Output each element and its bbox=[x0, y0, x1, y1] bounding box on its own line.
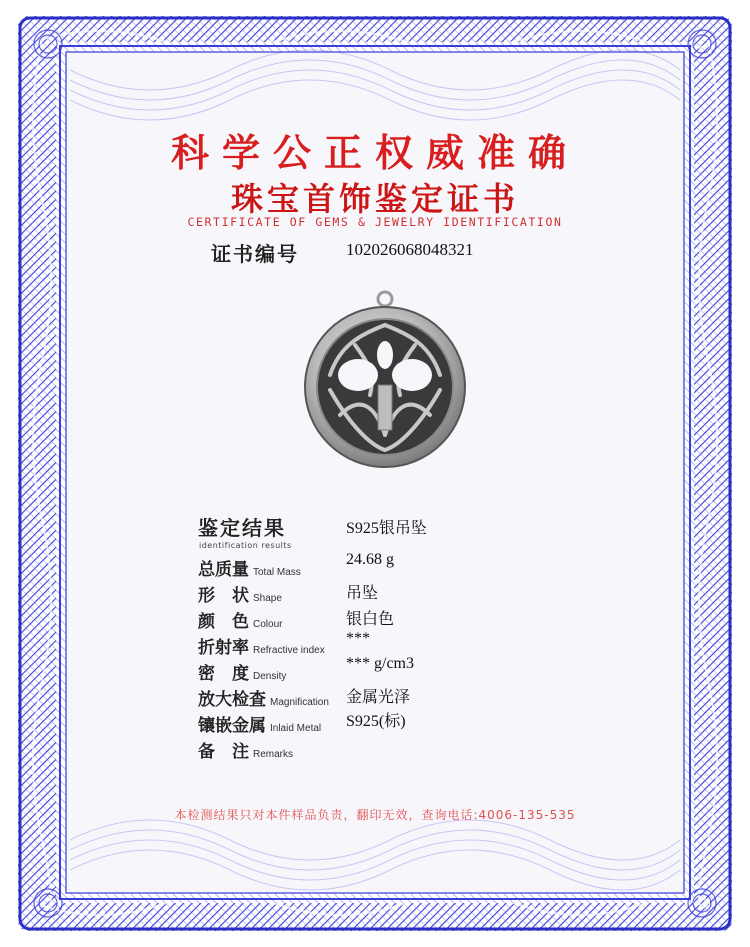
result-label-en: identification results bbox=[199, 541, 292, 550]
field-value-inlaid-metal: S925(标) bbox=[346, 713, 406, 730]
field-label-en: Shape bbox=[253, 593, 282, 604]
result-label: 鉴定结果 bbox=[198, 516, 286, 540]
certificate-title-en: CERTIFICATE OF GEMS & JEWELRY IDENTIFICATION bbox=[187, 215, 563, 229]
field-value-colour: 银白色 bbox=[346, 611, 395, 628]
field-label-zh: 备 注 bbox=[198, 742, 249, 762]
result-value: S925银吊坠 bbox=[346, 520, 427, 537]
field-label-en: Inlaid Metal bbox=[270, 723, 322, 734]
field-label-refractive-index bbox=[198, 633, 325, 658]
field-value-magnification: 金属光泽 bbox=[346, 689, 411, 706]
field-label-inlaid-metal bbox=[198, 711, 321, 736]
field-label-zh: 颜 色 bbox=[198, 612, 249, 632]
field-value-shape: 吊坠 bbox=[346, 585, 379, 602]
field-label-zh: 折射率 bbox=[198, 638, 249, 658]
field-label-en: Total Mass bbox=[253, 567, 301, 578]
field-label-zh: 密 度 bbox=[198, 664, 249, 684]
certificate-title: 珠宝首饰鉴定证书 bbox=[230, 180, 519, 218]
field-label-shape bbox=[198, 581, 282, 606]
field-label-en: Density bbox=[253, 671, 287, 682]
field-label-magnification bbox=[198, 685, 329, 710]
field-value-density: *** g/cm3 bbox=[346, 655, 414, 672]
certificate-motto: 科学公正权威准确 bbox=[170, 130, 579, 175]
field-label-en: Remarks bbox=[253, 749, 294, 760]
cert-number-label: 证书编号 bbox=[211, 242, 299, 266]
field-label-remarks bbox=[198, 737, 293, 762]
field-label-zh: 放大检查 bbox=[198, 690, 266, 710]
field-value-total-mass: 24.68 g bbox=[346, 551, 394, 568]
field-label-density bbox=[198, 659, 286, 684]
field-label-en: Colour bbox=[253, 619, 283, 630]
field-value-refractive-index: *** bbox=[346, 630, 370, 647]
field-label-en: Refractive index bbox=[253, 645, 325, 656]
field-label-zh: 形 状 bbox=[198, 586, 249, 606]
footer-disclaimer: 本检测结果只对本件样品负责，翻印无效，查询电话:4006-135-535 bbox=[174, 808, 576, 822]
field-label-colour bbox=[198, 607, 282, 632]
field-label-total-mass bbox=[198, 555, 301, 580]
tree-of-life-pendant-image bbox=[300, 285, 470, 480]
cert-number-value: 102026068048321 bbox=[346, 240, 474, 259]
field-label-zh: 镶嵌金属 bbox=[198, 716, 266, 736]
field-label-en: Magnification bbox=[270, 697, 329, 708]
field-label-zh: 总质量 bbox=[198, 560, 249, 580]
